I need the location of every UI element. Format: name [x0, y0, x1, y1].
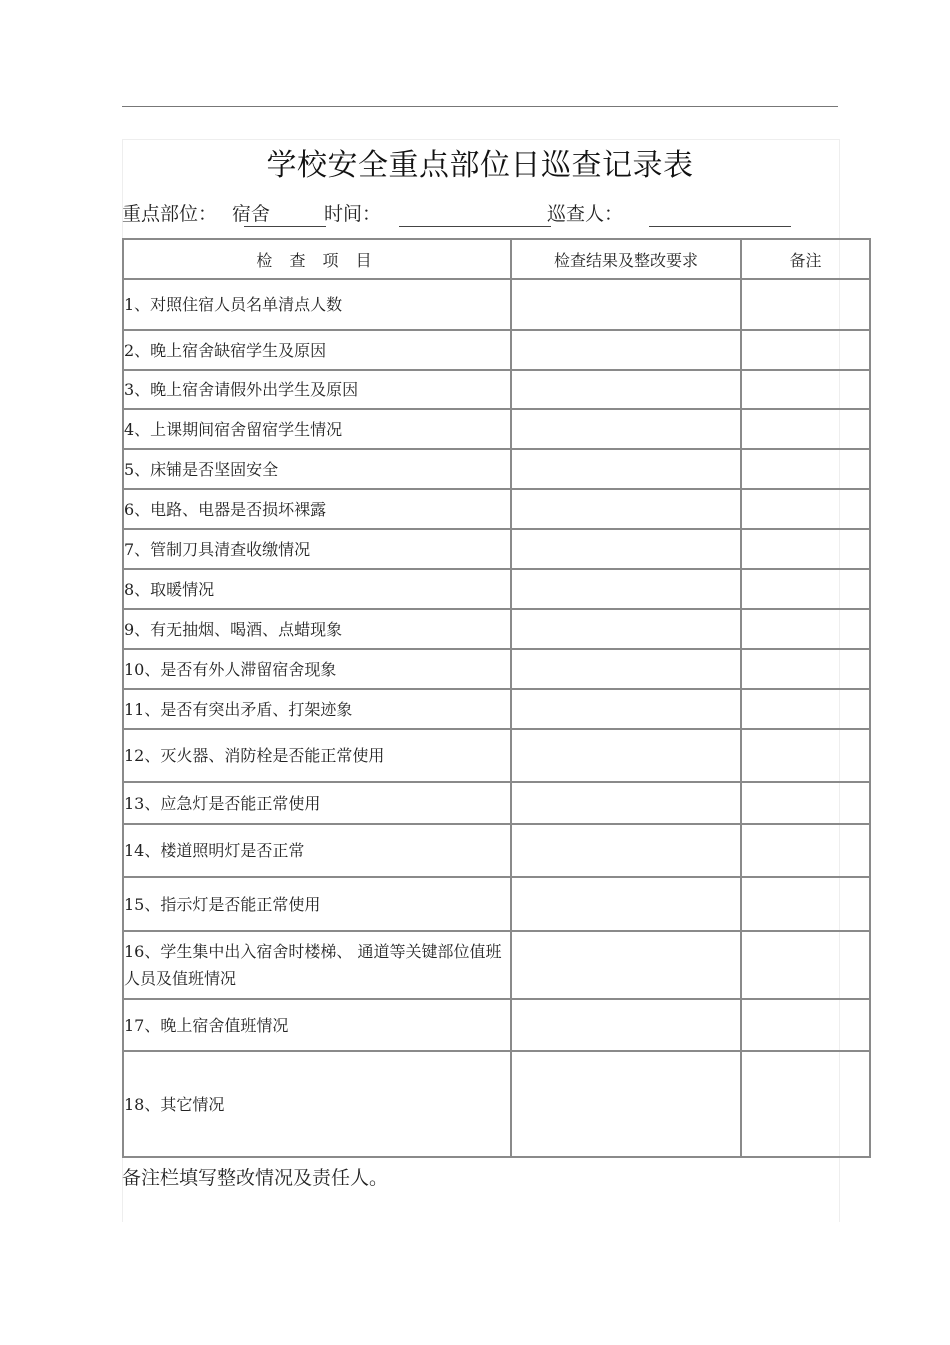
- remarks-cell[interactable]: [741, 409, 870, 449]
- table-row: [123, 489, 870, 529]
- table-row: [123, 999, 870, 1051]
- remarks-cell[interactable]: [741, 729, 870, 782]
- item-cell: 1、对照住宿人员名单清点人数: [123, 279, 511, 330]
- result-cell[interactable]: [511, 609, 741, 649]
- item-cell: 16、学生集中出入宿舍时楼梯、 通道等关键部位值班人员及值班情况: [123, 931, 511, 999]
- remarks-cell[interactable]: [741, 370, 870, 409]
- result-cell[interactable]: [511, 370, 741, 409]
- result-cell[interactable]: [511, 824, 741, 877]
- item-cell: 4、上课期间宿舍留宿学生情况: [123, 409, 511, 449]
- table-row: [123, 409, 870, 449]
- table-row: [123, 877, 870, 931]
- table-row: [123, 1051, 870, 1157]
- item-cell: 9、有无抽烟、喝酒、点蜡现象: [123, 609, 511, 649]
- result-cell[interactable]: [511, 279, 741, 330]
- remarks-cell[interactable]: [741, 489, 870, 529]
- table-row: [123, 279, 870, 330]
- result-cell[interactable]: [511, 729, 741, 782]
- result-cell[interactable]: [511, 782, 741, 824]
- table-header-row: [123, 239, 870, 279]
- table-row: [123, 782, 870, 824]
- remarks-cell[interactable]: [741, 1051, 870, 1157]
- result-cell[interactable]: [511, 330, 741, 370]
- remarks-cell[interactable]: [741, 999, 870, 1051]
- remarks-cell[interactable]: [741, 330, 870, 370]
- table-row: [123, 370, 870, 409]
- remarks-cell[interactable]: [741, 689, 870, 729]
- table-row: [123, 529, 870, 569]
- table-row: [123, 729, 870, 782]
- remarks-cell[interactable]: [741, 569, 870, 609]
- result-cell[interactable]: [511, 931, 741, 999]
- footer-note: 备注栏填写整改情况及责任人。: [122, 1167, 389, 1189]
- item-cell: 2、晚上宿舍缺宿学生及原因: [123, 330, 511, 370]
- inspection-table: [122, 238, 871, 1158]
- location-underline: [244, 226, 326, 227]
- item-cell: 13、应急灯是否能正常使用: [123, 782, 511, 824]
- result-cell[interactable]: [511, 489, 741, 529]
- meta-line: [122, 200, 838, 230]
- table-row: [123, 689, 870, 729]
- item-cell: 15、指示灯是否能正常使用: [123, 877, 511, 931]
- remarks-cell[interactable]: [741, 649, 870, 689]
- document-title: 学校安全重点部位日巡查记录表: [266, 148, 694, 183]
- result-cell[interactable]: [511, 569, 741, 609]
- item-cell: 11、是否有突出矛盾、打架迹象: [123, 689, 511, 729]
- item-cell: 7、管制刀具清查收缴情况: [123, 529, 511, 569]
- header-rule: [122, 106, 838, 107]
- item-cell: 5、床铺是否坚固安全: [123, 449, 511, 489]
- inspector-field-underline: [649, 226, 791, 227]
- table-row: [123, 330, 870, 370]
- item-cell: 3、晚上宿舍请假外出学生及原因: [123, 370, 511, 409]
- item-cell: 6、电路、电器是否损坏裸露: [123, 489, 511, 529]
- table-row: [123, 569, 870, 609]
- result-cell[interactable]: [511, 1051, 741, 1157]
- result-cell[interactable]: [511, 409, 741, 449]
- result-cell[interactable]: [511, 449, 741, 489]
- result-cell[interactable]: [511, 877, 741, 931]
- remarks-cell[interactable]: [741, 877, 870, 931]
- time-field-underline: [399, 226, 551, 227]
- inspector-label: 巡查人：: [547, 203, 624, 225]
- location-value: 宿舍: [232, 203, 271, 225]
- remarks-cell[interactable]: [741, 931, 870, 999]
- result-cell[interactable]: [511, 689, 741, 729]
- header-remarks: 备注: [741, 239, 870, 279]
- table-row: [123, 931, 870, 999]
- result-cell[interactable]: [511, 649, 741, 689]
- table-row: [123, 609, 870, 649]
- result-cell[interactable]: [511, 529, 741, 569]
- table-row: [123, 824, 870, 877]
- time-label: 时间：: [324, 203, 382, 225]
- item-cell: 14、楼道照明灯是否正常: [123, 824, 511, 877]
- remarks-cell[interactable]: [741, 609, 870, 649]
- header-result: 检查结果及整改要求: [511, 239, 741, 279]
- remarks-cell[interactable]: [741, 529, 870, 569]
- item-cell: 10、是否有外人滞留宿舍现象: [123, 649, 511, 689]
- table-row: [123, 649, 870, 689]
- item-cell: 17、晚上宿舍值班情况: [123, 999, 511, 1051]
- item-cell: 18、其它情况: [123, 1051, 511, 1157]
- remarks-cell[interactable]: [741, 782, 870, 824]
- result-cell[interactable]: [511, 999, 741, 1051]
- item-cell: 8、取暖情况: [123, 569, 511, 609]
- location-label: 重点部位：: [122, 203, 218, 225]
- item-cell: 12、灭火器、消防栓是否能正常使用: [123, 729, 511, 782]
- table-row: [123, 449, 870, 489]
- remarks-cell[interactable]: [741, 449, 870, 489]
- header-inspection-item: 检 查 项 目: [123, 239, 511, 279]
- remarks-cell[interactable]: [741, 824, 870, 877]
- remarks-cell[interactable]: [741, 279, 870, 330]
